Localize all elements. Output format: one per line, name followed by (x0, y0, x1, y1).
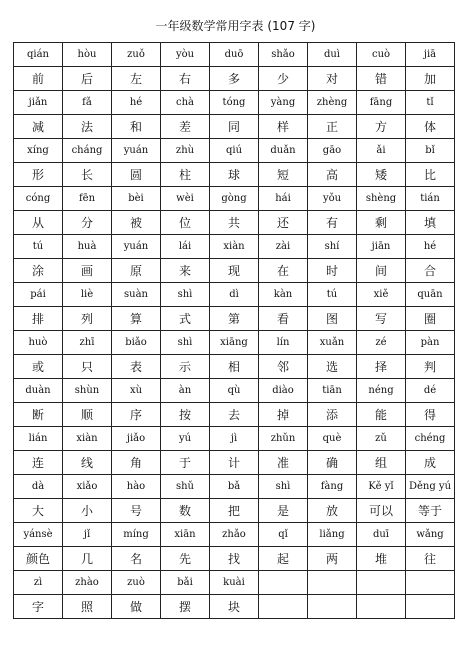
pinyin-cell: ǎi (357, 139, 406, 163)
pinyin-cell: duǎn (259, 139, 308, 163)
pinyin-cell: lái (161, 235, 210, 259)
hanzi-row (14, 595, 455, 619)
hanzi-cell: 和 (112, 115, 161, 139)
hanzi-cell: 选 (308, 355, 357, 379)
pinyin-cell: Děng yú (406, 475, 455, 499)
hanzi-cell: 堆 (357, 547, 406, 571)
hanzi-cell: 式 (161, 307, 210, 331)
hanzi-cell: 序 (112, 403, 161, 427)
hanzi-cell: 第 (210, 307, 259, 331)
hanzi-cell: 现 (210, 259, 259, 283)
pinyin-cell: zuǒ (112, 43, 161, 67)
hanzi-cell: 圆 (112, 163, 161, 187)
hanzi-cell: 择 (357, 355, 406, 379)
page-title: 一年级数学常用字表 (107 字) (155, 19, 316, 33)
hanzi-cell: 组 (357, 451, 406, 475)
hanzi-cell: 填 (406, 211, 455, 235)
hanzi-cell: 添 (308, 403, 357, 427)
hanzi-cell: 差 (161, 115, 210, 139)
pinyin-cell: xiān (161, 523, 210, 547)
pinyin-cell: tú (308, 283, 357, 307)
hanzi-cell: 连 (14, 451, 63, 475)
pinyin-cell: qù (210, 379, 259, 403)
hanzi-cell: 找 (210, 547, 259, 571)
hanzi-cell: 判 (406, 355, 455, 379)
hanzi-cell: 后 (63, 67, 112, 91)
pinyin-row (14, 427, 455, 451)
hanzi-row (14, 67, 455, 91)
pinyin-cell: qǐ (259, 523, 308, 547)
hanzi-row (14, 499, 455, 523)
pinyin-cell: yú (161, 427, 210, 451)
hanzi-cell: 按 (161, 403, 210, 427)
hanzi-cell: 算 (112, 307, 161, 331)
hanzi-cell: 数 (161, 499, 210, 523)
pinyin-cell: chéng (406, 427, 455, 451)
pinyin-cell: xiàn (210, 235, 259, 259)
pinyin-cell: xù (112, 379, 161, 403)
hanzi-cell: 块 (210, 595, 259, 619)
pinyin-cell: yánsè (14, 523, 63, 547)
pinyin-cell: zuò (112, 571, 161, 595)
pinyin-cell: hé (406, 235, 455, 259)
pinyin-cell: jǐ (63, 523, 112, 547)
pinyin-cell: tú (14, 235, 63, 259)
pinyin-cell: huà (63, 235, 112, 259)
pinyin-cell: fàng (308, 475, 357, 499)
hanzi-cell: 左 (112, 67, 161, 91)
pinyin-cell: shǔ (161, 475, 210, 499)
pinyin-cell: yòu (161, 43, 210, 67)
pinyin-cell: shǎo (259, 43, 308, 67)
pinyin-cell: liǎng (308, 523, 357, 547)
pinyin-cell: cuò (357, 43, 406, 67)
hanzi-cell: 涂 (14, 259, 63, 283)
pinyin-cell: gòng (210, 187, 259, 211)
pinyin-row (14, 523, 455, 547)
pinyin-cell: duì (308, 43, 357, 67)
pinyin-cell: liè (63, 283, 112, 307)
pinyin-cell: tián (406, 187, 455, 211)
pinyin-cell: tiān (308, 379, 357, 403)
hanzi-cell: 时 (308, 259, 357, 283)
hanzi-cell: 于 (161, 451, 210, 475)
pinyin-row (14, 235, 455, 259)
hanzi-cell: 去 (210, 403, 259, 427)
pinyin-cell: zhī (63, 331, 112, 355)
pinyin-cell: zì (14, 571, 63, 595)
pinyin-cell: duī (357, 523, 406, 547)
hanzi-cell: 加 (406, 67, 455, 91)
hanzi-cell: 确 (308, 451, 357, 475)
hanzi-cell: 间 (357, 259, 406, 283)
pinyin-cell: fāng (357, 91, 406, 115)
pinyin-cell: pàn (406, 331, 455, 355)
pinyin-cell: biǎo (112, 331, 161, 355)
pinyin-cell: kuài (210, 571, 259, 595)
pinyin-cell: qiú (210, 139, 259, 163)
hanzi-cell: 原 (112, 259, 161, 283)
pinyin-row (14, 379, 455, 403)
pinyin-cell: jiǎn (14, 91, 63, 115)
hanzi-cell: 可以 (357, 499, 406, 523)
pinyin-cell: dé (406, 379, 455, 403)
pinyin-cell: quān (406, 283, 455, 307)
hanzi-cell: 名 (112, 547, 161, 571)
hanzi-cell: 球 (210, 163, 259, 187)
pinyin-cell: jiān (357, 235, 406, 259)
hanzi-cell (308, 595, 357, 619)
hanzi-row (14, 259, 455, 283)
pinyin-cell: bǎ (210, 475, 259, 499)
hanzi-cell: 小 (63, 499, 112, 523)
hanzi-cell: 顺 (63, 403, 112, 427)
pinyin-cell: huò (14, 331, 63, 355)
hanzi-cell: 还 (259, 211, 308, 235)
hanzi-cell: 矮 (357, 163, 406, 187)
hanzi-cell: 高 (308, 163, 357, 187)
pinyin-cell: tóng (210, 91, 259, 115)
pinyin-cell: shì (161, 283, 210, 307)
pinyin-cell: jiā (406, 43, 455, 67)
pinyin-cell: suàn (112, 283, 161, 307)
hanzi-cell: 等于 (406, 499, 455, 523)
hanzi-row (14, 115, 455, 139)
pinyin-cell: zhǎo (210, 523, 259, 547)
hanzi-cell: 能 (357, 403, 406, 427)
pinyin-cell: yàng (259, 91, 308, 115)
hanzi-cell: 起 (259, 547, 308, 571)
pinyin-cell: dì (210, 283, 259, 307)
pinyin-cell: cóng (14, 187, 63, 211)
pinyin-cell: wǎng (406, 523, 455, 547)
hanzi-cell: 短 (259, 163, 308, 187)
pinyin-cell: kàn (259, 283, 308, 307)
pinyin-cell: shí (308, 235, 357, 259)
hanzi-cell: 大 (14, 499, 63, 523)
pinyin-cell: xuǎn (308, 331, 357, 355)
hanzi-cell: 照 (63, 595, 112, 619)
hanzi-cell: 计 (210, 451, 259, 475)
pinyin-cell: chà (161, 91, 210, 115)
hanzi-cell: 成 (406, 451, 455, 475)
pinyin-cell: bèi (112, 187, 161, 211)
hanzi-cell: 来 (161, 259, 210, 283)
pinyin-cell: qián (14, 43, 63, 67)
pinyin-cell: pái (14, 283, 63, 307)
pinyin-cell: shèng (357, 187, 406, 211)
pinyin-cell: lín (259, 331, 308, 355)
hanzi-cell: 线 (63, 451, 112, 475)
pinyin-cell: zhù (161, 139, 210, 163)
pinyin-cell: diào (259, 379, 308, 403)
hanzi-cell: 先 (161, 547, 210, 571)
pinyin-cell: zé (357, 331, 406, 355)
hanzi-cell: 看 (259, 307, 308, 331)
pinyin-cell: bǎi (161, 571, 210, 595)
pinyin-cell: xíng (14, 139, 63, 163)
hanzi-cell: 表 (112, 355, 161, 379)
pinyin-cell: fēn (63, 187, 112, 211)
pinyin-cell: yuán (112, 235, 161, 259)
pinyin-cell: shùn (63, 379, 112, 403)
pinyin-cell: jì (210, 427, 259, 451)
hanzi-cell: 样 (259, 115, 308, 139)
hanzi-cell: 邻 (259, 355, 308, 379)
hanzi-cell: 颜色 (14, 547, 63, 571)
pinyin-cell: shì (259, 475, 308, 499)
hanzi-row (14, 163, 455, 187)
pinyin-row (14, 475, 455, 499)
hanzi-cell: 比 (406, 163, 455, 187)
hanzi-cell: 同 (210, 115, 259, 139)
hanzi-cell: 法 (63, 115, 112, 139)
pinyin-cell: zài (259, 235, 308, 259)
hanzi-row (14, 307, 455, 331)
pinyin-cell: duàn (14, 379, 63, 403)
hanzi-cell: 掉 (259, 403, 308, 427)
pinyin-cell: duō (210, 43, 259, 67)
hanzi-cell: 几 (63, 547, 112, 571)
hanzi-cell: 被 (112, 211, 161, 235)
pinyin-row (14, 283, 455, 307)
pinyin-cell: yǒu (308, 187, 357, 211)
hanzi-row (14, 451, 455, 475)
pinyin-row (14, 331, 455, 355)
hanzi-cell: 错 (357, 67, 406, 91)
pinyin-cell: xiāng (210, 331, 259, 355)
pinyin-cell: tǐ (406, 91, 455, 115)
hanzi-cell: 在 (259, 259, 308, 283)
hanzi-cell: 是 (259, 499, 308, 523)
pinyin-cell: xiàn (63, 427, 112, 451)
pinyin-cell: bǐ (406, 139, 455, 163)
hanzi-cell: 右 (161, 67, 210, 91)
pinyin-cell: zǔ (357, 427, 406, 451)
pinyin-cell (357, 571, 406, 595)
hanzi-cell: 摆 (161, 595, 210, 619)
hanzi-cell: 形 (14, 163, 63, 187)
hanzi-cell: 排 (14, 307, 63, 331)
pinyin-cell (308, 571, 357, 595)
pinyin-cell: cháng (63, 139, 112, 163)
pinyin-cell: zhào (63, 571, 112, 595)
hanzi-cell: 角 (112, 451, 161, 475)
pinyin-cell: gāo (308, 139, 357, 163)
hanzi-cell: 柱 (161, 163, 210, 187)
hanzi-cell: 准 (259, 451, 308, 475)
pinyin-cell: zhèng (308, 91, 357, 115)
pinyin-cell: fǎ (63, 91, 112, 115)
hanzi-cell: 圈 (406, 307, 455, 331)
pinyin-cell: hòu (63, 43, 112, 67)
hanzi-cell: 前 (14, 67, 63, 91)
hanzi-cell: 断 (14, 403, 63, 427)
hanzi-cell: 图 (308, 307, 357, 331)
hanzi-cell: 方 (357, 115, 406, 139)
pinyin-cell: shì (161, 331, 210, 355)
hanzi-cell: 示 (161, 355, 210, 379)
pinyin-cell: yuán (112, 139, 161, 163)
hanzi-row (14, 355, 455, 379)
hanzi-cell: 正 (308, 115, 357, 139)
pinyin-cell (406, 571, 455, 595)
character-table (13, 42, 455, 619)
hanzi-cell (357, 595, 406, 619)
hanzi-cell: 剩 (357, 211, 406, 235)
hanzi-cell: 有 (308, 211, 357, 235)
pinyin-cell: xiǎo (63, 475, 112, 499)
pinyin-cell: hái (259, 187, 308, 211)
pinyin-cell: hào (112, 475, 161, 499)
hanzi-cell (406, 595, 455, 619)
pinyin-cell (259, 571, 308, 595)
pinyin-row (14, 187, 455, 211)
pinyin-cell: néng (357, 379, 406, 403)
hanzi-cell: 往 (406, 547, 455, 571)
pinyin-cell: àn (161, 379, 210, 403)
hanzi-cell: 放 (308, 499, 357, 523)
pinyin-row (14, 571, 455, 595)
hanzi-cell: 多 (210, 67, 259, 91)
pinyin-cell: jiǎo (112, 427, 161, 451)
hanzi-cell: 减 (14, 115, 63, 139)
hanzi-cell: 从 (14, 211, 63, 235)
hanzi-cell: 列 (63, 307, 112, 331)
pinyin-row (14, 43, 455, 67)
hanzi-cell: 位 (161, 211, 210, 235)
pinyin-cell: què (308, 427, 357, 451)
hanzi-row (14, 211, 455, 235)
hanzi-cell: 长 (63, 163, 112, 187)
pinyin-cell: míng (112, 523, 161, 547)
hanzi-cell (259, 595, 308, 619)
hanzi-cell: 写 (357, 307, 406, 331)
hanzi-cell: 画 (63, 259, 112, 283)
hanzi-cell: 只 (63, 355, 112, 379)
hanzi-cell: 分 (63, 211, 112, 235)
hanzi-cell: 对 (308, 67, 357, 91)
hanzi-cell: 或 (14, 355, 63, 379)
hanzi-cell: 号 (112, 499, 161, 523)
hanzi-cell: 得 (406, 403, 455, 427)
hanzi-cell: 字 (14, 595, 63, 619)
hanzi-cell: 做 (112, 595, 161, 619)
pinyin-cell: xiě (357, 283, 406, 307)
hanzi-row (14, 547, 455, 571)
pinyin-cell: dà (14, 475, 63, 499)
hanzi-cell: 体 (406, 115, 455, 139)
pinyin-cell: wèi (161, 187, 210, 211)
pinyin-cell: Kě yǐ (357, 475, 406, 499)
pinyin-cell: zhǔn (259, 427, 308, 451)
hanzi-cell: 合 (406, 259, 455, 283)
hanzi-cell: 把 (210, 499, 259, 523)
hanzi-row (14, 403, 455, 427)
pinyin-cell: hé (112, 91, 161, 115)
hanzi-cell: 共 (210, 211, 259, 235)
pinyin-cell: lián (14, 427, 63, 451)
pinyin-row (14, 91, 455, 115)
hanzi-cell: 两 (308, 547, 357, 571)
hanzi-cell: 相 (210, 355, 259, 379)
hanzi-cell: 少 (259, 67, 308, 91)
pinyin-row (14, 139, 455, 163)
